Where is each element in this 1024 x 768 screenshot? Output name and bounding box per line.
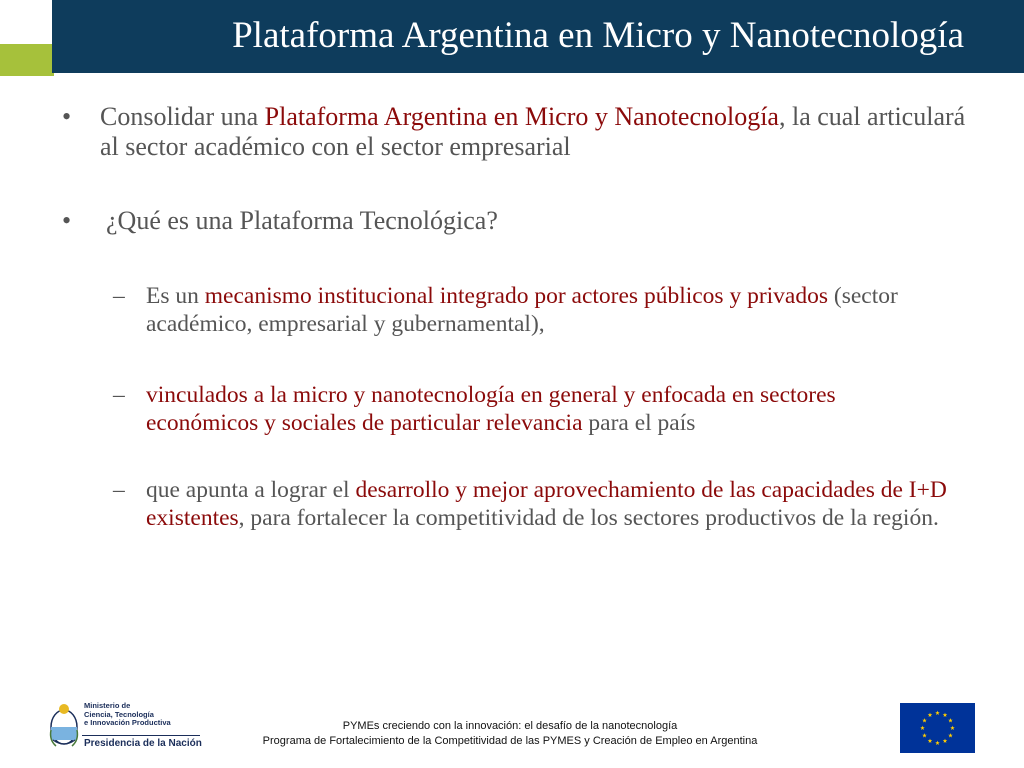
presidencia-label: Presidencia de la Nación — [84, 738, 202, 749]
subbullet-text-pre: Es un — [146, 283, 205, 309]
national-emblem-icon — [48, 700, 80, 752]
subbullet-highlight: vinculados a la micro y nanotecnología en general y enfocada en sectores económicos y sociales de particular relevancia — [146, 382, 836, 436]
ministry-logo — [48, 700, 203, 755]
dash-marker: – — [113, 477, 125, 503]
subbullet-highlight: desarrollo y mejor aprovechamiento de las capacidades de I+D existentes — [146, 477, 947, 531]
slide-title: Plataforma Argentina en Micro y Nanotecnología — [232, 15, 964, 56]
bullet-que-es — [62, 206, 966, 236]
logo-divider — [82, 735, 200, 736]
bullet-text-post: , la cual articulará al sector académico con el sector empresarial — [100, 102, 966, 161]
footer-line-2: Programa de Fortalecimiento de la Competitividad de las PYMES y Creación de Empleo en Argentina — [262, 735, 758, 747]
subbullet-vinculados — [113, 381, 946, 437]
ministry-name: Ministerio de Ciencia, Tecnología e Innovación Productiva — [84, 701, 171, 727]
subbullet-highlight: mecanismo institucional integrado por actores públicos y privados — [204, 283, 829, 309]
footer-line-1: PYMEs creciendo con la innovación: el desafío de la nanotecnología — [342, 720, 678, 732]
subbullet-text-post: (sector académico, empresarial y gubernamental), — [146, 283, 898, 337]
subbullet-apunta — [113, 476, 966, 532]
dash-marker: – — [113, 283, 125, 309]
bullet-text: ¿Qué es una Plataforma Tecnológica? — [106, 206, 498, 235]
eu-flag-icon — [900, 703, 975, 753]
subbullet-mecanismo — [113, 282, 946, 338]
bullet-marker: • — [62, 102, 72, 131]
subbullet-text-post: , para fortalecer la competitividad de los sectores productivos de la región. — [238, 505, 939, 531]
dash-marker: – — [113, 382, 125, 408]
subbullet-text-post: para el país — [582, 410, 696, 436]
subbullet-text-pre: que apunta a lograr el — [146, 477, 356, 503]
bullet-text-pre: Consolidar una — [100, 102, 265, 131]
footer — [220, 719, 800, 749]
bullet-consolidar — [62, 102, 970, 162]
bullet-marker: • — [62, 206, 72, 235]
bullet-highlight: Plataforma Argentina en Micro y Nanotecnología — [264, 102, 779, 131]
